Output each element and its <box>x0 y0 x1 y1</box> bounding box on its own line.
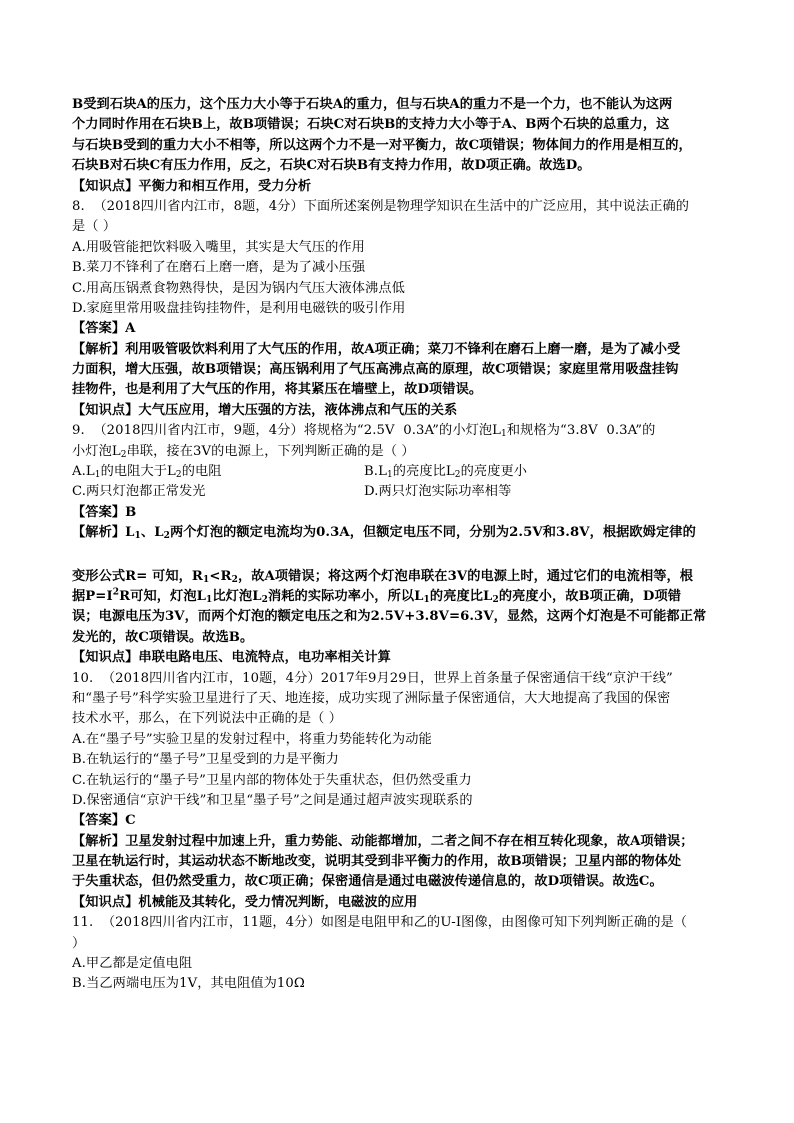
q8-analysis-line: 【解析】利用吸管吸饮料利用了大气压的作用，故A项正确；菜刀不锋利在磨石上磨一磨，是为了减小受 <box>72 341 681 357</box>
q10-option-c: C.在轨运行的“墨子号”卫星内部的物体处于失重状态，但仍然受重力 <box>72 772 472 788</box>
q10-option-a: A.在“墨子号”实验卫星的发射过程中，将重力势能转化为动能 <box>72 731 432 747</box>
q8-option-b: B.菜刀不锋利了在磨石上磨一磨，是为了减小压强 <box>72 260 366 276</box>
q11-stem-line: 11. （2018四川省内江市，11题，4分）如图是电阻甲和乙的U-I图像，由图像可知下列判断正确的是（ <box>72 915 688 931</box>
q10-answer: 【答案】C <box>72 813 136 829</box>
q10-analysis-line: 于失重状态，但仍然受重力，故C项正确；保密通信是通过电磁波传递信息的，故D项错误。故选C。 <box>72 874 663 890</box>
q10-analysis-line: 卫星在轨运行时，其运动状态不断地改变，说明其受到非平衡力的作用，故B项错误；卫星内部的物体处 <box>72 854 682 870</box>
q9-analysis-line: 据$P=I^2R$可知，灯泡$L_1$比灯泡$L_2$消耗的实际功率小，所以$L_1$的亮度比$L_2$的亮度小，故B项正确，D项错 <box>72 587 682 605</box>
q10-stem-line: 技术水平，那么，在下列说法中正确的是（ ） <box>72 711 343 727</box>
q8-stem-line: 是（ ） <box>72 219 117 235</box>
q9-knowledge-point: 【知识点】串联电路电压、电流特点，电功率相关计算 <box>72 650 391 666</box>
q10-analysis-line: 【解析】卫星发射过程中加速上升，重力势能、动能都增加，二者之间不存在相互转化现象，故A项错误； <box>72 833 694 849</box>
q9-options-row <box>72 482 727 502</box>
q8-option-a: A.用吸管能把饮料吸入嘴里，其实是大气压的作用 <box>72 239 365 255</box>
q10-knowledge-point: 【知识点】机械能及其转化，受力情况判断，电磁波的应用 <box>72 894 418 910</box>
q8-knowledge-point: 【知识点】大气压应用，增大压强的方法，液体沸点和气压的关系 <box>72 402 458 418</box>
formula-gap <box>72 544 727 567</box>
q11-option-a: A.甲乙都是定值电阻 <box>72 956 193 972</box>
q9-option-c: C.两只灯泡都正常发光 <box>72 484 206 500</box>
q9-answer: 【答案】B <box>72 504 137 520</box>
q10-stem-line: 和“墨子号”科学实验卫星进行了天、地连接，成功实现了洲际量子保密通信，大大地提高了我国的保密 <box>72 690 671 706</box>
q9-analysis-line: 误；电源电压为3V，而两个灯泡的额定电压之和为2.5V+3.8V=6.3V，显然，这两个灯泡是不可能都正常 <box>72 609 707 625</box>
q11-option-b: B.当乙两端电压为1V，其电阻值为10Ω <box>72 976 305 992</box>
q7-analysis-line: 与石块B受到的重力大小不相等，所以这两个力不是一对平衡力，故C项错误；物体间力的作用是相互的， <box>72 137 692 153</box>
q9-option-d: D.两只灯泡实际功率相等 <box>364 484 512 500</box>
q9-stem-line: 小灯泡$L_2$串联，接在3V的电源上，下列判断正确的是（ ） <box>72 443 415 460</box>
q8-analysis-line: 力面积，增大压强，故B项错误；高压锅利用了气压高沸点高的原理，故C项错误；家庭里常用吸盘挂钩 <box>72 362 679 378</box>
q10-stem-line: 10. （2018四川省内江市，10题，4分）2017年9月29日，世界上首条量子保密通信干线“京沪干线” <box>72 670 673 686</box>
q7-analysis-line: 石块B对石块C有压力作用，反之，石块C对石块B有支持力作用，故D项正确。故选D。 <box>72 158 591 174</box>
document-page <box>72 95 727 995</box>
q9-option-a: $A.L_1$的电阻大于$L_2$的电阻 <box>72 464 222 481</box>
q9-analysis-line: 变形公式R= 可知，$R_1<R_2$，故A项错误；将这两个灯泡串联在3V的电源上时，通过它们的电流相等，根 <box>72 568 694 585</box>
q8-option-d: D.家庭里常用吸盘挂钩挂物件，是利用电磁铁的吸引作用 <box>72 300 406 316</box>
q11-stem-line: ） <box>72 935 86 951</box>
q9-option-b: $B.L_1$的亮度比$L_2$的亮度更小 <box>364 464 528 481</box>
q7-analysis-line: 个力同时作用在石块B上，故B项错误；石块C对石块B的支持力大小等于A、B两个石块的总重力，这 <box>72 117 670 133</box>
q9-stem-line: 9. （2018四川省内江市，9题，4分）将规格为“2.5V 0.3A”的小灯泡$L_1$和规格为“3.8V 0.3A”的 <box>72 423 656 440</box>
q10-option-d: D.保密通信“京沪干线”和卫星“墨子号”之间是通过超声波实现联系的 <box>72 792 473 808</box>
q7-analysis-line: B受到石块A的压力，这个压力大小等于石块A的重力，但与石块A的重力不是一个力，也不能认为这两 <box>72 97 673 112</box>
q9-analysis-line: 发光的，故C项错误。故选B。 <box>72 629 254 645</box>
q8-option-c: C.用高压锅煮食物熟得快，是因为锅内气压大液体沸点低 <box>72 280 405 296</box>
q8-analysis-line: 挂物件，也是利用了大气压的作用，将其紧压在墙壁上，故D项错误。 <box>72 382 483 398</box>
q10-option-b: B.在轨运行的“墨子号”卫星受到的力是平衡力 <box>72 752 339 768</box>
q7-knowledge-point: 【知识点】平衡力和相互作用，受力分析 <box>72 178 312 194</box>
q8-stem-line: 8. （2018四川省内江市，8题，4分）下面所述案例是物理学知识在生活中的广泛应用，其中说法正确的 <box>72 198 690 214</box>
q8-answer: 【答案】A <box>72 321 136 337</box>
q9-options-row <box>72 462 727 482</box>
q9-analysis-line: 【解析】$L_1$、$L_2$两个灯泡的额定电流均为0.3A，但额定电压不同，分别为2.5V和3.8V，根据欧姆定律的 <box>72 525 696 542</box>
